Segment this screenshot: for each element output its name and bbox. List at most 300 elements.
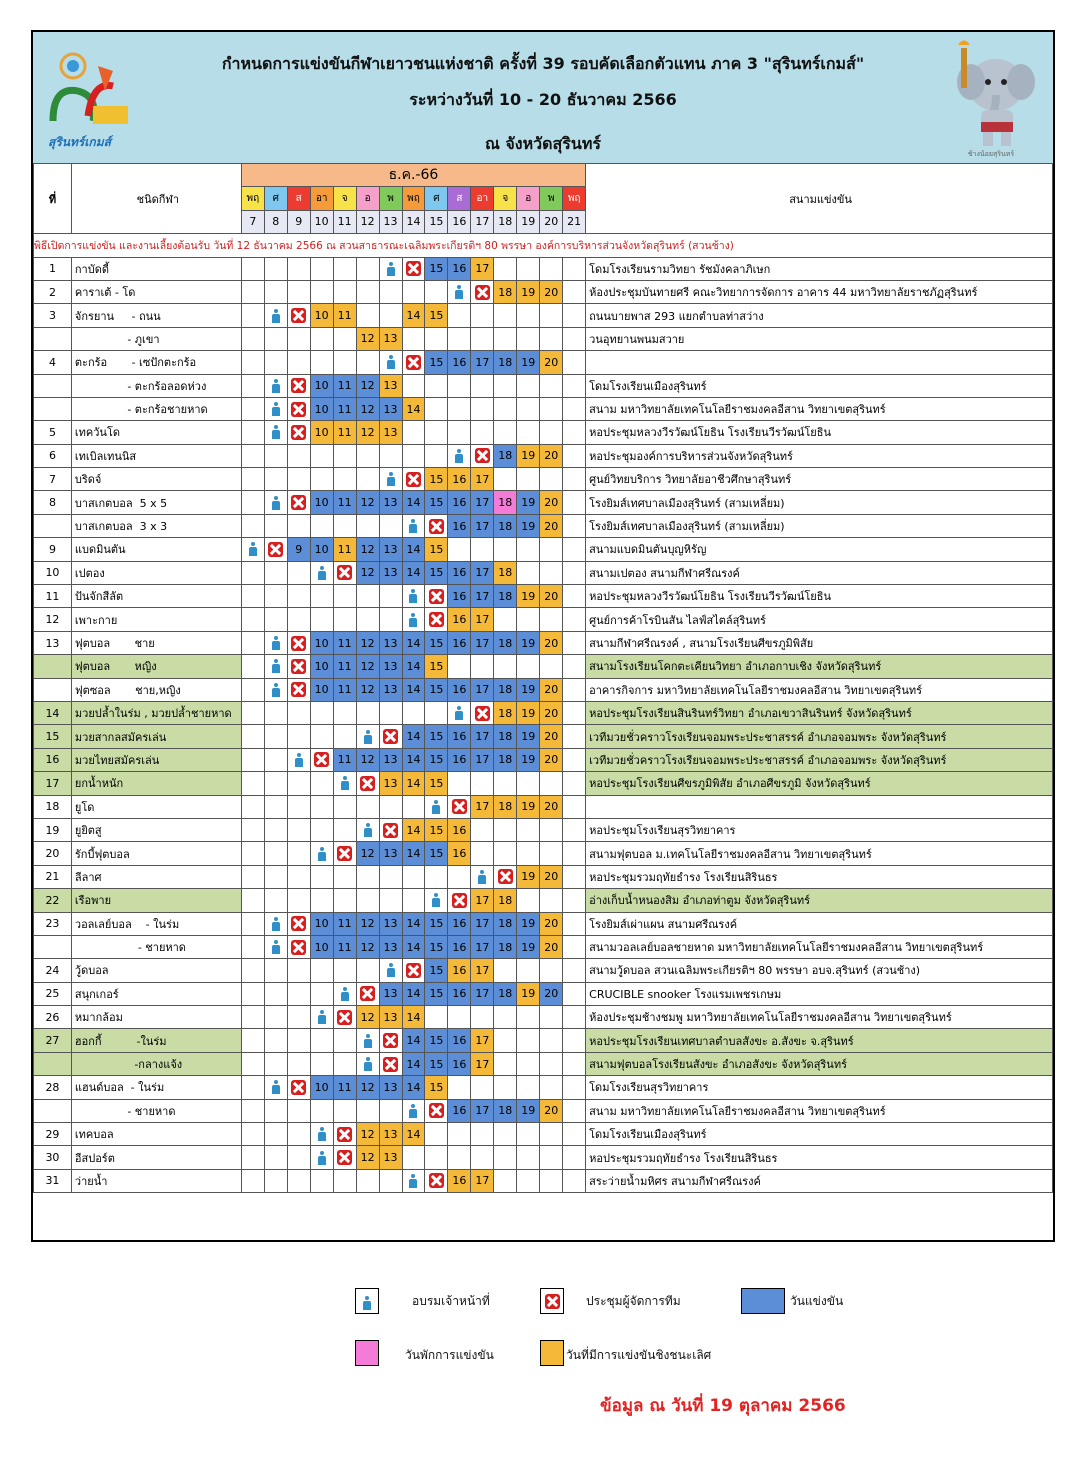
competition-day-cell: 12 xyxy=(356,678,379,701)
meeting-day-cell xyxy=(287,374,310,397)
venue-name: หอประชุมหลวงวีรวัฒน์โยธิน โรงเรียนวีรวัฒน์โยธิน xyxy=(586,585,1053,608)
day-cell xyxy=(517,1169,540,1192)
person-icon xyxy=(477,870,487,884)
table-row xyxy=(34,631,1053,654)
competition-day-cell: 14 xyxy=(402,725,425,748)
training-day-cell xyxy=(264,374,287,397)
person-icon xyxy=(271,1080,281,1094)
day-cell xyxy=(241,1052,264,1075)
day-cell xyxy=(356,795,379,818)
final-day-cell: 17 xyxy=(471,889,494,912)
competition-day-cell: 13 xyxy=(379,1076,402,1099)
final-day-cell: 20 xyxy=(540,444,563,467)
final-day-cell: 20 xyxy=(540,351,563,374)
competition-day-cell: 15 xyxy=(425,959,448,982)
day-cell xyxy=(563,865,586,888)
meeting-day-cell xyxy=(287,912,310,935)
table-row xyxy=(34,585,1053,608)
competition-day-cell: 16 xyxy=(448,935,471,958)
day-cell xyxy=(517,1029,540,1052)
final-day-cell: 19 xyxy=(517,280,540,303)
meeting-day-cell xyxy=(333,842,356,865)
sport-name: แฮนด์บอล - ในร่ม xyxy=(71,1076,241,1099)
competition-day-cell: 17 xyxy=(471,678,494,701)
person-icon xyxy=(317,1010,327,1024)
competition-day-cell: 16 xyxy=(448,491,471,514)
day-cell xyxy=(540,842,563,865)
competition-day-cell: 15 xyxy=(425,1052,448,1075)
day-cell xyxy=(402,421,425,444)
table-row xyxy=(34,842,1053,865)
training-day-cell xyxy=(356,1029,379,1052)
elephant-mascot-icon xyxy=(941,40,1041,158)
day-cell xyxy=(425,327,448,350)
day-cell xyxy=(471,1006,494,1029)
day-cell xyxy=(540,772,563,795)
cross-icon xyxy=(383,1057,398,1072)
competition-day-cell: 14 xyxy=(402,538,425,561)
day-cell xyxy=(264,725,287,748)
day-cell xyxy=(333,468,356,491)
weekday-cell: ส xyxy=(287,187,310,210)
day-cell xyxy=(425,444,448,467)
legend-training-label: อบรมเจ้าหน้าที่ xyxy=(412,1294,490,1308)
competition-day-cell: 16 xyxy=(448,1029,471,1052)
row-number: 12 xyxy=(34,608,72,631)
day-cell xyxy=(287,1029,310,1052)
day-cell xyxy=(379,1099,402,1122)
day-cell xyxy=(471,538,494,561)
day-cell xyxy=(563,1123,586,1146)
legend-training-swatch xyxy=(355,1288,379,1314)
table-row xyxy=(34,397,1053,420)
competition-day-cell: 14 xyxy=(402,748,425,771)
sport-name: มวยสากลสมัครเล่น xyxy=(71,725,241,748)
competition-day-cell: 16 xyxy=(448,678,471,701)
competition-day-cell: 11 xyxy=(333,631,356,654)
competition-day-cell: 14 xyxy=(402,842,425,865)
competition-day-cell: 19 xyxy=(517,351,540,374)
day-cell xyxy=(264,818,287,841)
day-cell xyxy=(333,889,356,912)
weekday-cell: พฤ xyxy=(241,187,264,210)
sport-name: เทควันโด xyxy=(71,421,241,444)
day-cell xyxy=(471,1146,494,1169)
day-cell xyxy=(241,585,264,608)
venue-name: โรงยิมส์เทศบาลเมืองสุรินทร์ (สามเหลี่ยม) xyxy=(586,491,1053,514)
training-day-cell xyxy=(425,889,448,912)
competition-day-cell: 13 xyxy=(379,561,402,584)
day-cell xyxy=(264,327,287,350)
day-cell xyxy=(287,1169,310,1192)
final-day-cell: 10 xyxy=(310,304,333,327)
day-cell xyxy=(333,351,356,374)
venue-name: หอประชุมโรงเรียนสินรินทร์วิทยา อำเภอเขวาสินรินทร์ จังหวัดสุรินทร์ xyxy=(586,701,1053,724)
table-row xyxy=(34,818,1053,841)
venue-name: โรงยิมส์เทศบาลเมืองสุรินทร์ (สามเหลี่ยม) xyxy=(586,514,1053,537)
final-day-cell: 17 xyxy=(471,1052,494,1075)
competition-day-cell: 17 xyxy=(471,725,494,748)
sport-name: ปันจักสีลัต xyxy=(71,585,241,608)
competition-day-cell: 9 xyxy=(287,538,310,561)
row-number: 28 xyxy=(34,1076,72,1099)
training-day-cell xyxy=(310,842,333,865)
day-cell xyxy=(471,772,494,795)
row-number: 19 xyxy=(34,818,72,841)
competition-day-cell: 16 xyxy=(448,585,471,608)
sport-name: แบดมินตัน xyxy=(71,538,241,561)
sport-name: อีสปอร์ต xyxy=(71,1146,241,1169)
day-cell xyxy=(310,701,333,724)
person-icon xyxy=(271,683,281,697)
day-cell xyxy=(333,585,356,608)
final-day-cell: 15 xyxy=(425,818,448,841)
day-cell xyxy=(241,280,264,303)
day-cell xyxy=(241,889,264,912)
cross-icon xyxy=(291,495,306,510)
row-number: 25 xyxy=(34,982,72,1005)
weekday-cell: พฤ xyxy=(563,187,586,210)
final-day-cell: 12 xyxy=(356,1146,379,1169)
day-cell xyxy=(540,421,563,444)
day-cell xyxy=(310,468,333,491)
day-cell xyxy=(264,585,287,608)
meeting-day-cell xyxy=(287,304,310,327)
competition-day-cell: 16 xyxy=(448,725,471,748)
competition-day-cell: 16 xyxy=(448,1052,471,1075)
training-day-cell xyxy=(402,1099,425,1122)
competition-day-cell: 14 xyxy=(402,491,425,514)
table-row xyxy=(34,608,1053,631)
meeting-day-cell xyxy=(402,959,425,982)
table-row xyxy=(34,1052,1053,1075)
competition-day-cell: 13 xyxy=(379,678,402,701)
cross-icon xyxy=(268,542,283,557)
row-number: 3 xyxy=(34,304,72,327)
final-day-cell: 17 xyxy=(471,608,494,631)
person-icon xyxy=(363,1034,373,1048)
sport-name: เปตอง xyxy=(71,561,241,584)
day-cell xyxy=(310,351,333,374)
sport-name: - ตะกร้อชายหาด xyxy=(71,397,241,420)
ceremony-note: พิธีเปิดการแข่งขัน และงานเลี้ยงต้อนรับ วันที่ 12 ธันวาคม 2566 ณ สวนสาธารณะเฉลิมพระเกียรติฯ 80 พรรษา องค์การบริหารส่วนจังหวัดสุรินทร์ (สวนช้าง) xyxy=(34,234,1053,257)
competition-day-cell: 10 xyxy=(310,935,333,958)
row-number: 4 xyxy=(34,351,72,374)
training-day-cell xyxy=(310,1146,333,1169)
row-number: 10 xyxy=(34,561,72,584)
table-row xyxy=(34,1006,1053,1029)
venue-name: สนามกีฬาศรีณรงค์ , สนามโรงเรียนศีขรภูมิพิสัย xyxy=(586,631,1053,654)
meeting-day-cell xyxy=(333,561,356,584)
day-cell xyxy=(241,397,264,420)
venue-name: สนามวู้ดบอล สวนเฉลิมพระเกียรติฯ 80 พรรษา อบจ.สุรินทร์ (สวนช้าง) xyxy=(586,959,1053,982)
meeting-day-cell xyxy=(379,725,402,748)
day-cell xyxy=(448,1123,471,1146)
day-cell xyxy=(471,327,494,350)
competition-day-cell: 12 xyxy=(356,1076,379,1099)
day-cell xyxy=(287,1123,310,1146)
venue-name: โดมโรงเรียนรามวิทยา รัชมังคลาภิเษก xyxy=(586,257,1053,280)
day-cell xyxy=(517,1052,540,1075)
day-cell xyxy=(241,772,264,795)
row-number: 23 xyxy=(34,912,72,935)
day-cell xyxy=(471,304,494,327)
table-row xyxy=(34,655,1053,678)
cross-icon xyxy=(360,776,375,791)
training-day-cell xyxy=(356,725,379,748)
competition-day-cell: 20 xyxy=(540,982,563,1005)
weekday-cell: พ xyxy=(540,187,563,210)
day-cell xyxy=(517,608,540,631)
competition-day-cell: 13 xyxy=(379,912,402,935)
day-cell xyxy=(287,561,310,584)
sport-name: เทเบิลเทนนิส xyxy=(71,444,241,467)
final-day-cell: 15 xyxy=(425,655,448,678)
cross-icon xyxy=(291,682,306,697)
training-day-cell xyxy=(356,1052,379,1075)
day-cell xyxy=(310,1099,333,1122)
day-cell xyxy=(287,772,310,795)
day-cell xyxy=(494,468,517,491)
competition-day-cell: 13 xyxy=(379,748,402,771)
sport-name: ยูโด xyxy=(71,795,241,818)
day-number-cell: 16 xyxy=(448,210,471,233)
competition-day-cell: 18 xyxy=(494,585,517,608)
training-day-cell xyxy=(287,748,310,771)
competition-day-cell: 12 xyxy=(356,374,379,397)
day-cell xyxy=(540,889,563,912)
schedule-table xyxy=(33,163,1053,1193)
day-cell xyxy=(448,1076,471,1099)
training-day-cell xyxy=(402,1169,425,1192)
day-cell xyxy=(540,374,563,397)
meeting-day-cell xyxy=(287,678,310,701)
day-cell xyxy=(402,374,425,397)
day-cell xyxy=(241,818,264,841)
table-row xyxy=(34,748,1053,771)
table-row xyxy=(34,468,1053,491)
day-cell xyxy=(310,1029,333,1052)
final-day-cell: 16 xyxy=(448,468,471,491)
row-number: 11 xyxy=(34,585,72,608)
venue-name: สนามฟุตบอล ม.เทคโนโลยีราชมงคลอีสาน วิทยาเขตสุรินทร์ xyxy=(586,842,1053,865)
day-cell xyxy=(540,818,563,841)
day-cell xyxy=(356,1099,379,1122)
day-cell xyxy=(563,655,586,678)
meeting-day-cell xyxy=(333,1006,356,1029)
person-icon xyxy=(363,730,373,744)
meeting-day-cell xyxy=(287,421,310,444)
cross-icon xyxy=(406,963,421,978)
row-number: 26 xyxy=(34,1006,72,1029)
day-cell xyxy=(264,772,287,795)
meeting-day-cell xyxy=(425,608,448,631)
day-cell xyxy=(241,491,264,514)
training-day-cell xyxy=(310,561,333,584)
competition-day-cell: 16 xyxy=(448,631,471,654)
sport-name: หมากล้อม xyxy=(71,1006,241,1029)
col-header-no: ที่ xyxy=(34,164,72,234)
competition-day-cell: 19 xyxy=(517,678,540,701)
venue-name: สนามแบดมินตันบุญหิรัญ xyxy=(586,538,1053,561)
day-cell xyxy=(264,748,287,771)
competition-day-cell: 14 xyxy=(402,631,425,654)
table-row xyxy=(34,1076,1053,1099)
cross-icon xyxy=(429,1103,444,1118)
day-cell xyxy=(333,1099,356,1122)
competition-day-cell: 12 xyxy=(356,491,379,514)
day-cell xyxy=(563,631,586,654)
day-cell xyxy=(310,444,333,467)
day-cell xyxy=(310,982,333,1005)
day-cell xyxy=(517,655,540,678)
title-line-3: ณ จังหวัดสุรินทร์ xyxy=(485,134,601,153)
final-day-cell: 19 xyxy=(517,982,540,1005)
competition-day-cell: 15 xyxy=(425,491,448,514)
competition-day-cell: 10 xyxy=(310,538,333,561)
person-icon xyxy=(431,893,441,907)
ceremony-row xyxy=(34,234,1053,257)
final-day-cell: 11 xyxy=(333,304,356,327)
day-number-cell: 10 xyxy=(310,210,333,233)
table-row xyxy=(34,935,1053,958)
day-cell xyxy=(448,655,471,678)
person-icon xyxy=(317,566,327,580)
venue-name: วนอุทยานพนมสวาย xyxy=(586,327,1053,350)
final-day-cell: 15 xyxy=(425,468,448,491)
cross-icon xyxy=(291,659,306,674)
day-cell xyxy=(494,257,517,280)
data-as-of-note: ข้อมูล ณ วันที่ 19 ตุลาคม 2566 xyxy=(600,1396,846,1416)
competition-day-cell: 18 xyxy=(494,912,517,935)
day-cell xyxy=(241,1099,264,1122)
sport-name: มวยไทยสมัครเล่น xyxy=(71,748,241,771)
day-cell xyxy=(563,468,586,491)
meeting-day-cell xyxy=(379,1052,402,1075)
competition-day-cell: 15 xyxy=(425,1029,448,1052)
day-number-cell: 20 xyxy=(540,210,563,233)
day-cell xyxy=(379,585,402,608)
day-cell xyxy=(264,795,287,818)
competition-day-cell: 10 xyxy=(310,631,333,654)
training-day-cell xyxy=(264,678,287,701)
table-row xyxy=(34,327,1053,350)
row-number: 21 xyxy=(34,865,72,888)
day-cell xyxy=(379,514,402,537)
sport-name: - ภูเขา xyxy=(71,327,241,350)
row-number xyxy=(34,374,72,397)
day-cell xyxy=(494,608,517,631)
day-cell xyxy=(379,1169,402,1192)
day-number-cell: 14 xyxy=(402,210,425,233)
competition-day-cell: 12 xyxy=(356,561,379,584)
venue-name: โดมโรงเรียนสุรวิทยาคาร xyxy=(586,1076,1053,1099)
day-cell xyxy=(356,257,379,280)
sport-name: บาสเกตบอล 3 x 3 xyxy=(71,514,241,537)
day-cell xyxy=(563,561,586,584)
meeting-day-cell xyxy=(287,631,310,654)
meeting-day-cell xyxy=(287,935,310,958)
row-number: 7 xyxy=(34,468,72,491)
day-cell xyxy=(563,444,586,467)
day-cell xyxy=(563,982,586,1005)
training-day-cell xyxy=(264,304,287,327)
venue-name: หอประชุมโรงเรียนศีขรภูมิพิสัย อำเภอศีขรภูมิ จังหวัดสุรินทร์ xyxy=(586,772,1053,795)
sport-name: เพาะกาย xyxy=(71,608,241,631)
day-cell xyxy=(471,421,494,444)
competition-day-cell: 18 xyxy=(494,514,517,537)
weekday-cell: ศ xyxy=(264,187,287,210)
venue-name: สระว่ายน้ำมหิศร สนามกีฬาศรีณรงค์ xyxy=(586,1169,1053,1192)
day-cell xyxy=(287,818,310,841)
person-icon xyxy=(386,963,396,977)
weekday-cell: ส xyxy=(448,187,471,210)
cross-icon xyxy=(337,565,352,580)
final-day-cell: 20 xyxy=(540,865,563,888)
day-cell xyxy=(379,608,402,631)
day-cell xyxy=(517,1076,540,1099)
day-cell xyxy=(264,257,287,280)
table-row xyxy=(34,421,1053,444)
legend-meeting-label: ประชุมผู้จัดการทีม xyxy=(586,1294,681,1308)
person-icon xyxy=(363,1057,373,1071)
final-day-cell: 12 xyxy=(356,1123,379,1146)
row-number: 16 xyxy=(34,748,72,771)
day-cell xyxy=(563,678,586,701)
final-day-cell: 20 xyxy=(540,701,563,724)
competition-day-cell: 16 xyxy=(448,514,471,537)
day-cell xyxy=(241,351,264,374)
training-day-cell xyxy=(379,468,402,491)
day-cell xyxy=(287,444,310,467)
day-cell xyxy=(448,374,471,397)
venue-name: สนามโรงเรียนโคกตะเคียนวิทยา อำเภอกาบเชิง จังหวัดสุรินทร์ xyxy=(586,655,1053,678)
person-icon xyxy=(454,285,464,299)
day-cell xyxy=(517,327,540,350)
final-day-cell: 20 xyxy=(540,491,563,514)
day-cell xyxy=(540,1006,563,1029)
row-number: 20 xyxy=(34,842,72,865)
legend-competition-swatch xyxy=(741,1288,785,1314)
person-icon xyxy=(431,800,441,814)
meeting-day-cell xyxy=(448,889,471,912)
day-cell xyxy=(540,561,563,584)
sport-name: - ตะกร้อลอดห่วง xyxy=(71,374,241,397)
row-number: 22 xyxy=(34,889,72,912)
sport-name: วอลเลย์บอล - ในร่ม xyxy=(71,912,241,935)
final-day-cell: 13 xyxy=(379,1123,402,1146)
meeting-day-cell xyxy=(379,818,402,841)
competition-day-cell: 16 xyxy=(448,748,471,771)
table-row xyxy=(34,444,1053,467)
day-cell xyxy=(356,1169,379,1192)
day-cell xyxy=(241,631,264,654)
competition-day-cell: 17 xyxy=(471,491,494,514)
row-number: 13 xyxy=(34,631,72,654)
sport-name: เทคบอล xyxy=(71,1123,241,1146)
person-icon xyxy=(271,917,281,931)
competition-day-cell: 15 xyxy=(425,351,448,374)
venue-name: โดมโรงเรียนเมืองสุรินทร์ xyxy=(586,1123,1053,1146)
day-cell xyxy=(563,327,586,350)
table-row xyxy=(34,561,1053,584)
sport-name: ยูยิตสู xyxy=(71,818,241,841)
day-cell xyxy=(310,818,333,841)
competition-day-cell: 16 xyxy=(448,1099,471,1122)
competition-day-cell: 10 xyxy=(310,655,333,678)
training-day-cell xyxy=(402,585,425,608)
competition-day-cell: 16 xyxy=(448,912,471,935)
